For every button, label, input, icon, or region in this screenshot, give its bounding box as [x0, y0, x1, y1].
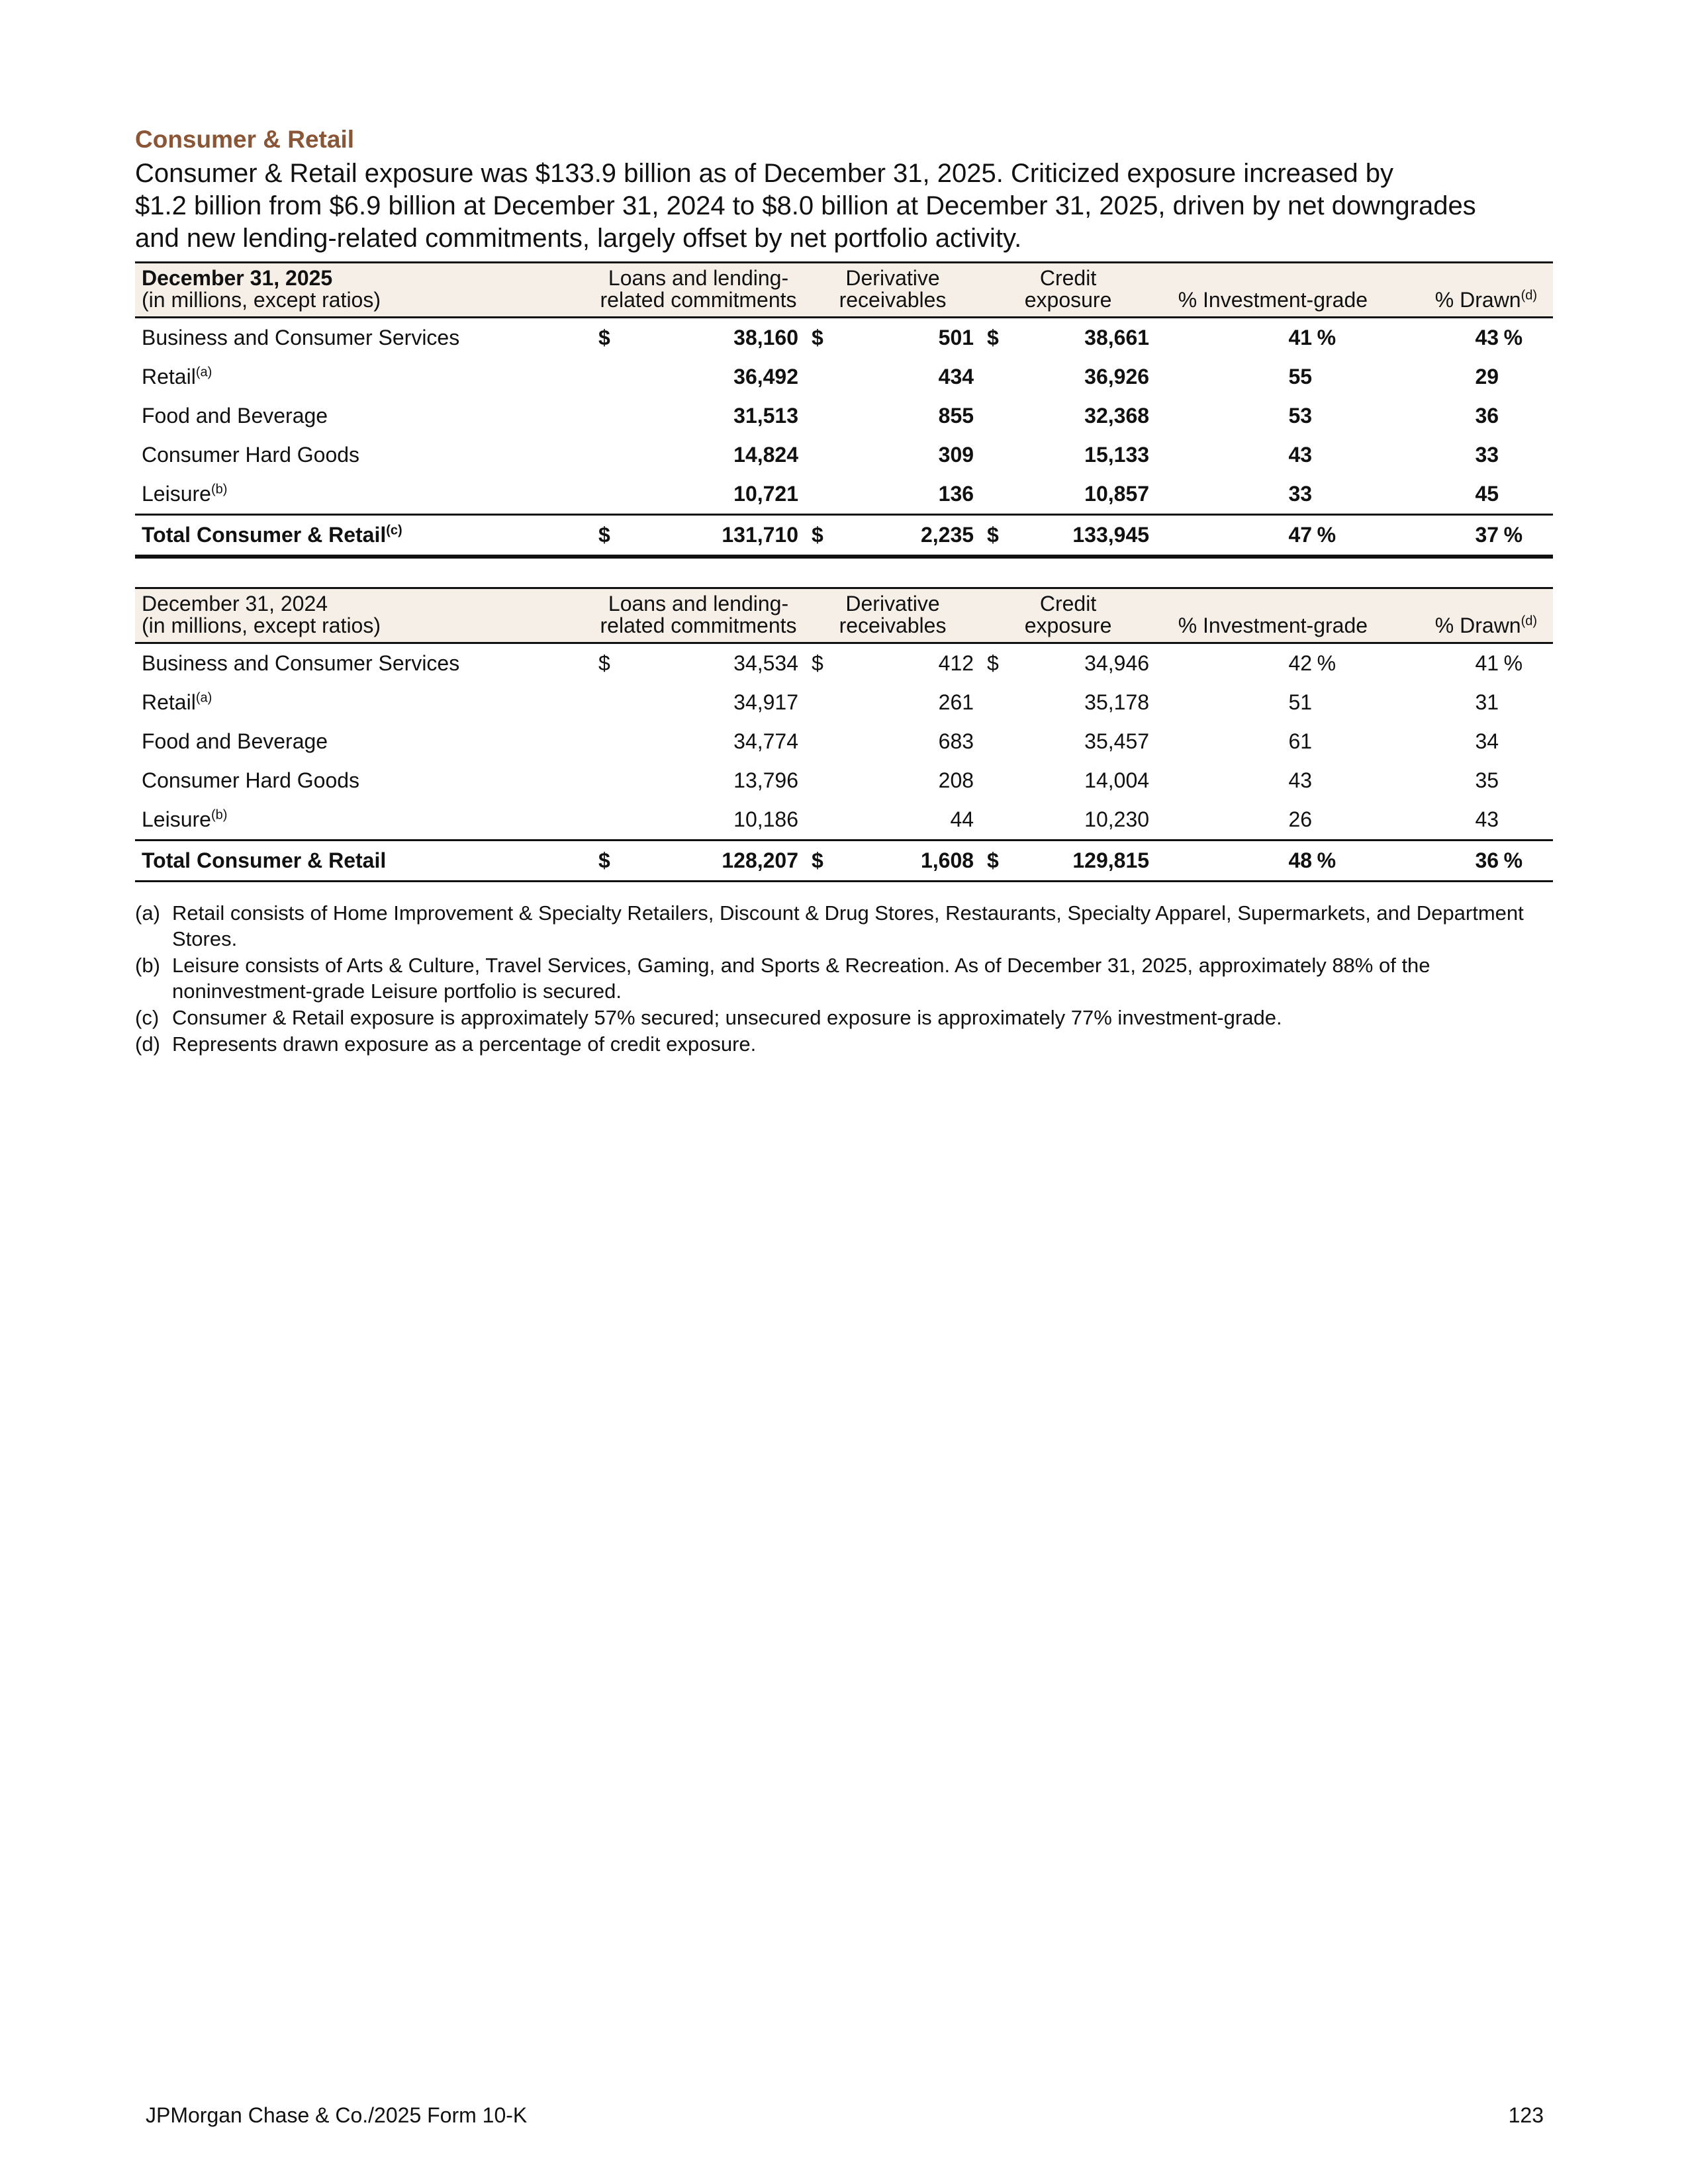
loans-value: 131,710 — [618, 515, 805, 557]
loans-value: 34,534 — [733, 651, 799, 675]
table-row — [135, 643, 1553, 684]
row-label-text: Retail — [142, 365, 196, 388]
dollar-sign — [980, 357, 1007, 396]
drawn-value: 43 — [1475, 807, 1499, 831]
table-row — [135, 475, 1553, 515]
credit-value: 38,661 — [1084, 326, 1150, 349]
row-label-text: Business and Consumer Services — [142, 651, 460, 675]
credit-value: 36,926 — [1084, 365, 1150, 388]
percent-sign: % — [1503, 326, 1523, 349]
row-label-text: Total Consumer & Retail — [142, 523, 387, 547]
row-label — [135, 761, 592, 800]
derivative-value: 2,235 — [831, 515, 980, 557]
drawn-value: 43 % — [1368, 318, 1553, 358]
row-label — [135, 515, 592, 557]
dollar-sign — [592, 722, 618, 761]
table-row — [135, 318, 1553, 358]
dollar-sign: $ — [805, 841, 831, 882]
dollar-sign — [805, 722, 831, 761]
dollar-sign: $ — [592, 515, 618, 557]
investment-grade-value: 61 — [1288, 729, 1313, 753]
derivative-value: 683 — [938, 729, 974, 753]
dollar-sign — [592, 800, 618, 841]
drawn-value: 36 % — [1368, 841, 1553, 882]
dollar-sign — [980, 435, 1007, 475]
header-derivative: Derivative receivables — [839, 266, 947, 312]
row-label-text: Total Consumer & Retail — [142, 848, 387, 872]
investment-grade-value: 43 — [1288, 768, 1313, 792]
dollar-sign — [805, 396, 831, 435]
total-row — [135, 515, 1553, 557]
credit-value: 35,457 — [1084, 729, 1150, 753]
row-label-text: Food and Beverage — [142, 404, 328, 428]
drawn-value: 33 — [1475, 443, 1499, 467]
investment-grade-value: 26 — [1288, 807, 1313, 831]
dollar-sign — [805, 475, 831, 515]
section-title: Consumer & Retail — [135, 126, 355, 153]
loans-value: 34,774 — [733, 729, 799, 753]
investment-grade-value: 33 — [1288, 482, 1313, 506]
table-row — [135, 357, 1553, 396]
intro-paragraph — [135, 158, 1558, 255]
investment-grade-value: 55 — [1288, 365, 1313, 388]
header-drawn: % Drawn$^{(d)}$ — [1434, 288, 1538, 312]
table-date: December 31, 2024 — [142, 592, 328, 615]
row-label — [135, 396, 592, 435]
footnote-c: (c) Consumer & Retail exposure is approximately 57% secured; unsecured exposure is approximately 77% investment-grade. — [135, 1006, 1282, 1029]
dollar-sign — [805, 683, 831, 722]
table-row — [135, 800, 1553, 841]
dollar-sign: $ — [805, 515, 831, 557]
table-date: December 31, 2025 — [142, 266, 333, 290]
dollar-sign — [805, 435, 831, 475]
dollar-sign: $ — [592, 841, 618, 882]
header-credit: Credit exposure — [1024, 266, 1112, 312]
header-credit: Credit exposure — [1024, 592, 1112, 637]
loans-value: 14,824 — [733, 443, 799, 467]
footnote-a: (a) Retail consists of Home Improvement & Specialty Retailers, Discount & Drug Stores, Restaurants, Specialty Apparel, Supermarkets, and Department Stores. — [135, 901, 1524, 950]
row-label-text: Food and Beverage — [142, 729, 328, 753]
table-row — [135, 722, 1553, 761]
header-drawn: % Drawn$^{(d)}$ — [1434, 614, 1538, 637]
percent-sign: % — [1317, 523, 1336, 547]
derivative-value: 309 — [938, 443, 974, 467]
loans-value: 10,721 — [733, 482, 799, 506]
exposure-table-2024 — [135, 587, 1553, 882]
loans-value: 10,186 — [733, 807, 799, 831]
percent-sign: % — [1503, 523, 1523, 547]
table-subtitle: (in millions, except ratios) — [142, 614, 381, 637]
dollar-sign — [980, 761, 1007, 800]
derivative-value: 412 — [938, 651, 974, 675]
credit-value: 34,946 — [1084, 651, 1150, 675]
row-label — [135, 841, 592, 882]
dollar-sign: $ — [980, 515, 1007, 557]
dollar-sign: $ — [812, 651, 823, 675]
percent-sign: % — [1317, 848, 1336, 872]
header-date-cell — [135, 588, 592, 643]
row-label — [135, 722, 592, 761]
percent-sign: % — [1317, 326, 1336, 349]
dollar-sign: $ — [812, 326, 823, 349]
row-label — [135, 318, 592, 358]
row-note: (b) — [211, 482, 228, 497]
table-header-row — [135, 263, 1553, 318]
dollar-sign — [592, 357, 618, 396]
intro-line: and new lending-related commitments, largely offset by net portfolio activity. — [135, 224, 1022, 253]
exposure-table-2025 — [135, 261, 1553, 559]
loans-value: 31,513 — [733, 404, 799, 428]
credit-value: 14,004 — [1084, 768, 1150, 792]
drawn-value: 35 — [1475, 768, 1499, 792]
derivative-value: 261 — [938, 690, 974, 714]
dollar-sign — [592, 761, 618, 800]
dollar-sign — [980, 396, 1007, 435]
investment-grade-value: 43 — [1288, 443, 1313, 467]
row-label-text: Business and Consumer Services — [142, 326, 460, 349]
dollar-sign — [980, 800, 1007, 841]
header-investment-grade: % Investment-grade — [1178, 288, 1368, 312]
row-note: (c) — [386, 523, 402, 538]
footnote-b: (b) Leisure consists of Arts & Culture, Travel Services, Gaming, and Sports & Recreation. As of December 31, 2025, approximately 88% of the noninvestment-grade Leisure portfolio is secured. — [135, 954, 1430, 1003]
percent-sign: % — [1503, 848, 1523, 872]
footer-document-name: JPMorgan Chase & Co./2025 Form 10-K — [146, 2103, 528, 2127]
header-loans: Loans and lending- related commitments — [600, 592, 797, 637]
investment-grade-value: 41 % — [1156, 318, 1368, 358]
row-label-text: Leisure — [142, 807, 211, 831]
loans-value: 34,917 — [733, 690, 799, 714]
derivative-value: 44 — [950, 807, 974, 831]
table-header-row — [135, 588, 1553, 643]
dollar-sign: $ — [987, 651, 999, 675]
derivative-value: 208 — [938, 768, 974, 792]
row-label — [135, 643, 592, 684]
dollar-sign — [805, 761, 831, 800]
drawn-value: 36 — [1475, 404, 1499, 428]
credit-value: 35,178 — [1084, 690, 1150, 714]
table-row — [135, 396, 1553, 435]
header-loans: Loans and lending- related commitments — [600, 266, 797, 312]
credit-value: 15,133 — [1084, 443, 1150, 467]
credit-value: 10,857 — [1084, 482, 1150, 506]
loans-value: 38,160 — [733, 326, 799, 349]
header-derivative: Derivative receivables — [839, 592, 947, 637]
credit-value: 10,230 — [1084, 807, 1150, 831]
drawn-value: 29 — [1475, 365, 1499, 388]
dollar-sign — [592, 396, 618, 435]
intro-line: Consumer & Retail exposure was $133.9 billion as of December 31, 2025. Criticized exposure increased by — [135, 159, 1393, 188]
derivative-value: 855 — [938, 404, 974, 428]
table-row — [135, 683, 1553, 722]
row-label-text: Retail — [142, 690, 196, 714]
credit-value: 133,945 — [1007, 515, 1156, 557]
row-note: (a) — [195, 690, 212, 705]
row-label — [135, 475, 592, 515]
percent-sign: % — [1503, 651, 1523, 675]
dollar-sign — [805, 800, 831, 841]
drawn-value: 34 — [1475, 729, 1499, 753]
header-investment-grade: % Investment-grade — [1178, 614, 1368, 637]
row-label-text: Leisure — [142, 482, 211, 506]
credit-value: 129,815 — [1007, 841, 1156, 882]
intro-line: $1.2 billion from $6.9 billion at December 31, 2024 to $8.0 billion at December 31, 2025, driven by net downgrades — [135, 191, 1476, 220]
dollar-sign: $ — [598, 326, 610, 349]
credit-value: 32,368 — [1084, 404, 1150, 428]
loans-value: 36,492 — [733, 365, 799, 388]
row-label — [135, 357, 592, 396]
investment-grade-value: 48 % — [1156, 841, 1368, 882]
table-row — [135, 761, 1553, 800]
row-label — [135, 800, 592, 841]
derivative-value: 501 — [938, 326, 974, 349]
loans-value: 13,796 — [733, 768, 799, 792]
investment-grade-value: 51 — [1288, 690, 1313, 714]
loans-value: 128,207 — [618, 841, 805, 882]
dollar-sign — [980, 475, 1007, 515]
dollar-sign — [805, 357, 831, 396]
dollar-sign — [592, 435, 618, 475]
dollar-sign: $ — [987, 326, 999, 349]
percent-sign: % — [1317, 651, 1336, 675]
drawn-value: 31 — [1475, 690, 1499, 714]
dollar-sign: $ — [980, 841, 1007, 882]
dollar-sign — [592, 475, 618, 515]
header-date-cell — [135, 263, 592, 318]
row-label-text: Consumer Hard Goods — [142, 768, 360, 792]
derivative-value: 434 — [938, 365, 974, 388]
derivative-value: 1,608 — [831, 841, 980, 882]
investment-grade-value: 47 % — [1156, 515, 1368, 557]
row-label — [135, 435, 592, 475]
derivative-value: 136 — [938, 482, 974, 506]
drawn-value: 41 % — [1368, 643, 1553, 684]
dollar-sign — [592, 683, 618, 722]
dollar-sign — [980, 683, 1007, 722]
table-subtitle: (in millions, except ratios) — [142, 288, 381, 312]
investment-grade-value: 42 % — [1156, 643, 1368, 684]
table-row — [135, 435, 1553, 475]
investment-grade-value: 53 — [1288, 404, 1313, 428]
row-note: (b) — [211, 807, 228, 823]
row-label-text: Consumer Hard Goods — [142, 443, 360, 467]
dollar-sign — [980, 722, 1007, 761]
row-label — [135, 683, 592, 722]
row-note: (a) — [195, 365, 212, 380]
footnotes — [135, 900, 1558, 1058]
dollar-sign: $ — [598, 651, 610, 675]
total-row — [135, 841, 1553, 882]
drawn-value: 37 % — [1368, 515, 1553, 557]
footer-page-number: 123 — [1508, 2103, 1544, 2127]
footnote-d: (d) Represents drawn exposure as a percentage of credit exposure. — [135, 1032, 757, 1056]
drawn-value: 45 — [1475, 482, 1499, 506]
